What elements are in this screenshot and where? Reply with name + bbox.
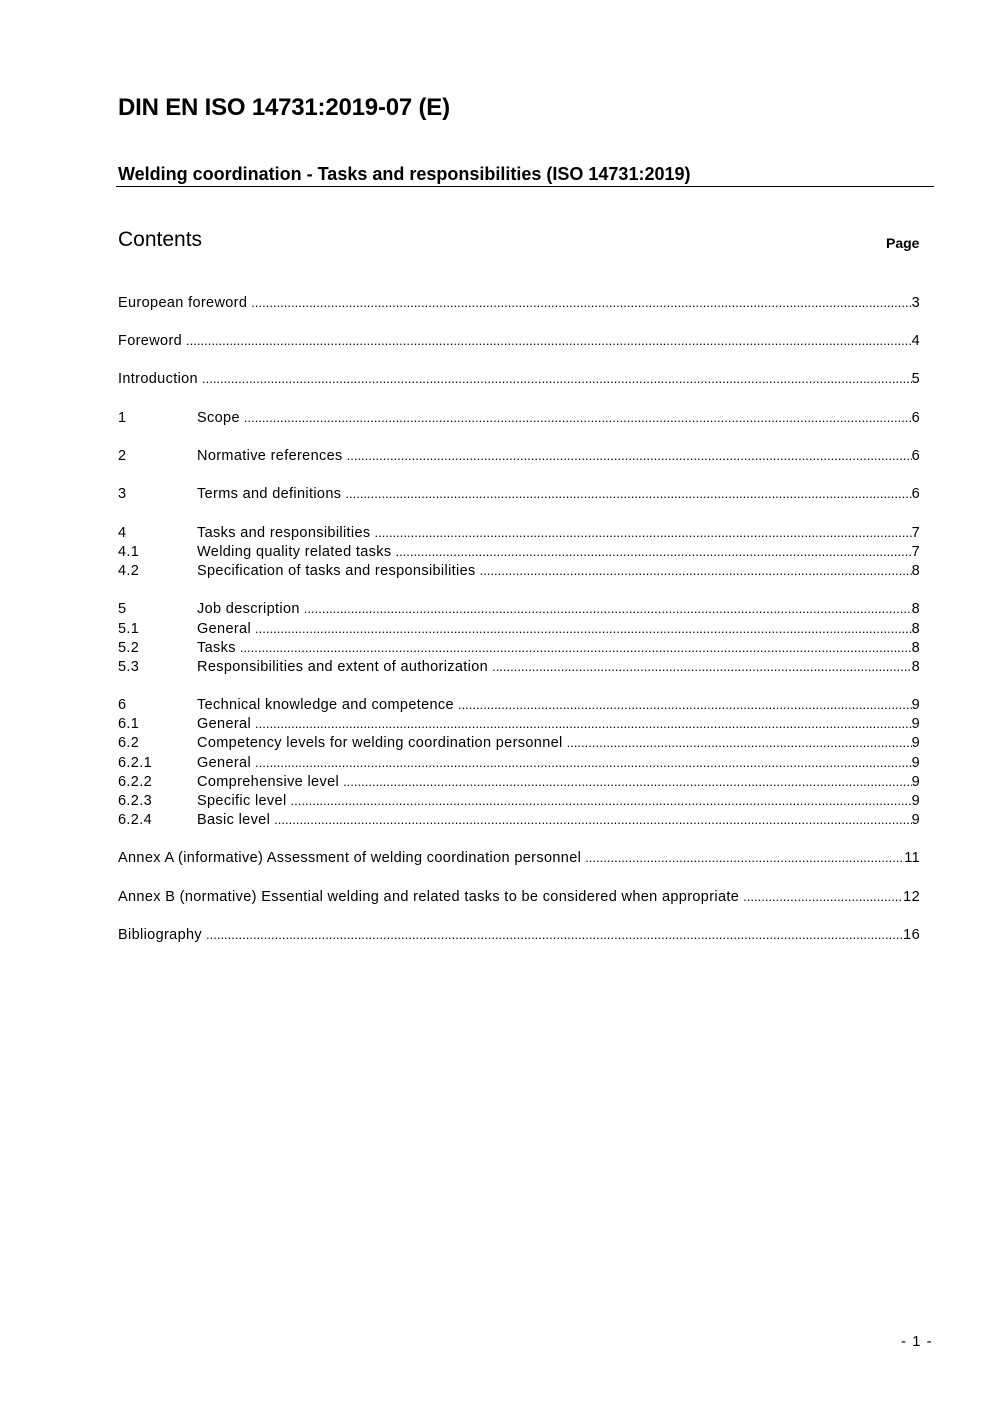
toc-entry-number: 6.2.3 xyxy=(118,793,152,809)
toc-entry-page: 7 xyxy=(911,544,920,560)
toc-entry-title: Annex A (informative) Assessment of welding coordination personnel xyxy=(118,850,582,866)
toc-entry-page: 3 xyxy=(911,295,920,311)
toc-entry-european-foreword[interactable] xyxy=(118,293,920,312)
toc-entry-annex-a[interactable] xyxy=(118,848,920,867)
toc-dot-leader xyxy=(304,599,912,618)
toc-entry-3[interactable] xyxy=(118,484,920,503)
toc-entry-page: 6 xyxy=(911,410,920,426)
toc-dot-leader xyxy=(206,925,903,944)
toc-dot-leader xyxy=(347,446,912,465)
toc-dot-leader xyxy=(274,810,911,829)
toc-entry-number: 5 xyxy=(118,601,127,617)
toc-dot-leader xyxy=(458,695,912,714)
toc-entry-number: 4.2 xyxy=(118,563,140,579)
toc-dot-leader xyxy=(291,791,912,810)
toc-entry-2[interactable] xyxy=(118,446,920,465)
toc-dot-leader xyxy=(202,369,912,388)
toc-entry-title: Tasks xyxy=(197,640,236,656)
toc-entry-page: 16 xyxy=(903,927,920,943)
toc-dot-leader xyxy=(186,331,912,350)
toc-entry-4-1[interactable] xyxy=(118,542,920,561)
toc-entry-title: Responsibilities and extent of authorization xyxy=(197,659,489,675)
toc-entry-6-2-1[interactable] xyxy=(118,753,920,772)
toc-entry-6[interactable] xyxy=(118,695,920,714)
toc-entry-number: 3 xyxy=(118,486,127,502)
toc-dot-leader xyxy=(492,657,912,676)
toc-entry-title: Comprehensive level xyxy=(197,774,340,790)
toc-entry-title: Welding quality related tasks xyxy=(197,544,392,560)
toc-entry-page: 9 xyxy=(911,774,920,790)
toc-entry-page: 8 xyxy=(911,621,920,637)
toc-entry-6-2-3[interactable] xyxy=(118,791,920,810)
toc-entry-5-2[interactable] xyxy=(118,638,920,657)
footer-page-number: - 1 - xyxy=(901,1333,933,1350)
toc-entry-bibliography[interactable] xyxy=(118,925,920,944)
toc-entry-6-2[interactable] xyxy=(118,733,920,752)
title-divider xyxy=(116,186,934,187)
toc-entry-page: 9 xyxy=(911,716,920,732)
toc-dot-leader xyxy=(345,484,911,503)
toc-entry-page: 8 xyxy=(911,563,920,579)
toc-entry-title: Competency levels for welding coordination personnel xyxy=(197,735,563,751)
toc-entry-number: 5.3 xyxy=(118,659,140,675)
toc-dot-leader xyxy=(251,293,911,312)
toc-entry-number: 5.1 xyxy=(118,621,140,637)
toc-dot-leader xyxy=(375,523,912,542)
toc-entry-title: European foreword xyxy=(118,295,248,311)
toc-entry-title: Annex B (normative) Essential welding and related tasks to be considered when appropriate xyxy=(118,889,740,905)
toc-entry-number: 6.1 xyxy=(118,716,140,732)
toc-entry-title: Job description xyxy=(197,601,300,617)
toc-entry-number: 6.2.2 xyxy=(118,774,152,790)
toc-entry-number: 6.2 xyxy=(118,735,140,751)
toc-entry-5[interactable] xyxy=(118,599,920,618)
toc-entry-5-3[interactable] xyxy=(118,657,920,676)
toc-entry-page: 4 xyxy=(911,333,920,349)
toc-entry-page: 6 xyxy=(911,448,920,464)
toc-dot-leader xyxy=(255,619,912,638)
toc-entry-title: Introduction xyxy=(118,371,198,387)
toc-entry-page: 12 xyxy=(903,889,920,905)
toc-dot-leader xyxy=(255,753,912,772)
toc-entry-page: 8 xyxy=(911,640,920,656)
toc-entry-title: Specification of tasks and responsibilities xyxy=(197,563,476,579)
toc-dot-leader xyxy=(343,772,912,791)
toc-entry-title: General xyxy=(197,621,252,637)
toc-entry-title: General xyxy=(197,716,252,732)
toc-dot-leader xyxy=(743,887,903,906)
toc-entry-page: 8 xyxy=(911,601,920,617)
document-subtitle: Welding coordination - Tasks and responsibilities (ISO 14731:2019) xyxy=(118,164,691,184)
toc-entry-title: Tasks and responsibilities xyxy=(197,525,371,541)
toc-entry-6-2-2[interactable] xyxy=(118,772,920,791)
toc-entry-page: 6 xyxy=(911,486,920,502)
toc-entry-page: 5 xyxy=(911,371,920,387)
toc-entry-number: 6.2.4 xyxy=(118,812,152,828)
toc-entry-page: 9 xyxy=(911,812,920,828)
toc-entry-page: 9 xyxy=(911,793,920,809)
toc-dot-leader xyxy=(255,714,912,733)
toc-entry-title: General xyxy=(197,755,252,771)
toc-entry-number: 6 xyxy=(118,697,127,713)
document-title: DIN EN ISO 14731:2019-07 (E) xyxy=(118,94,450,121)
toc-dot-leader xyxy=(244,408,912,427)
toc-entry-number: 4.1 xyxy=(118,544,140,560)
toc-entry-introduction[interactable] xyxy=(118,369,920,388)
toc-dot-leader xyxy=(480,561,912,580)
contents-heading: Contents xyxy=(118,228,203,251)
toc-entry-foreword[interactable] xyxy=(118,331,920,350)
toc-entry-title: Bibliography xyxy=(118,927,202,943)
toc-entry-number: 4 xyxy=(118,525,127,541)
toc-entry-page: 7 xyxy=(911,525,920,541)
toc-entry-title: Foreword xyxy=(118,333,183,349)
toc-entry-number: 5.2 xyxy=(118,640,140,656)
toc-entry-title: Scope xyxy=(197,410,240,426)
toc-entry-4[interactable] xyxy=(118,523,920,542)
toc-entry-1[interactable] xyxy=(118,408,920,427)
toc-entry-number: 6.2.1 xyxy=(118,755,152,771)
toc-entry-page: 9 xyxy=(911,735,920,751)
toc-dot-leader xyxy=(395,542,911,561)
toc-entry-6-2-4[interactable] xyxy=(118,810,920,829)
toc-dot-leader xyxy=(240,638,912,657)
toc-entry-title: Normative references xyxy=(197,448,343,464)
toc-entry-title: Technical knowledge and competence xyxy=(197,697,454,713)
toc-entry-title: Terms and definitions xyxy=(197,486,342,502)
toc-entry-title: Specific level xyxy=(197,793,287,809)
toc-entry-page: 9 xyxy=(911,755,920,771)
toc-entry-annex-b[interactable] xyxy=(118,887,920,906)
toc-entry-title: Basic level xyxy=(197,812,271,828)
toc-entry-4-2[interactable] xyxy=(118,561,920,580)
toc-dot-leader xyxy=(567,733,912,752)
toc-entry-number: 1 xyxy=(118,410,127,426)
toc-entry-6-1[interactable] xyxy=(118,714,920,733)
toc-entry-page: 9 xyxy=(911,697,920,713)
toc-dot-leader xyxy=(585,848,904,867)
page-column-label: Page xyxy=(886,235,920,251)
toc-entry-page: 11 xyxy=(904,850,920,866)
toc-entry-5-1[interactable] xyxy=(118,619,920,638)
toc-entry-number: 2 xyxy=(118,448,127,464)
toc-entry-page: 8 xyxy=(911,659,920,675)
